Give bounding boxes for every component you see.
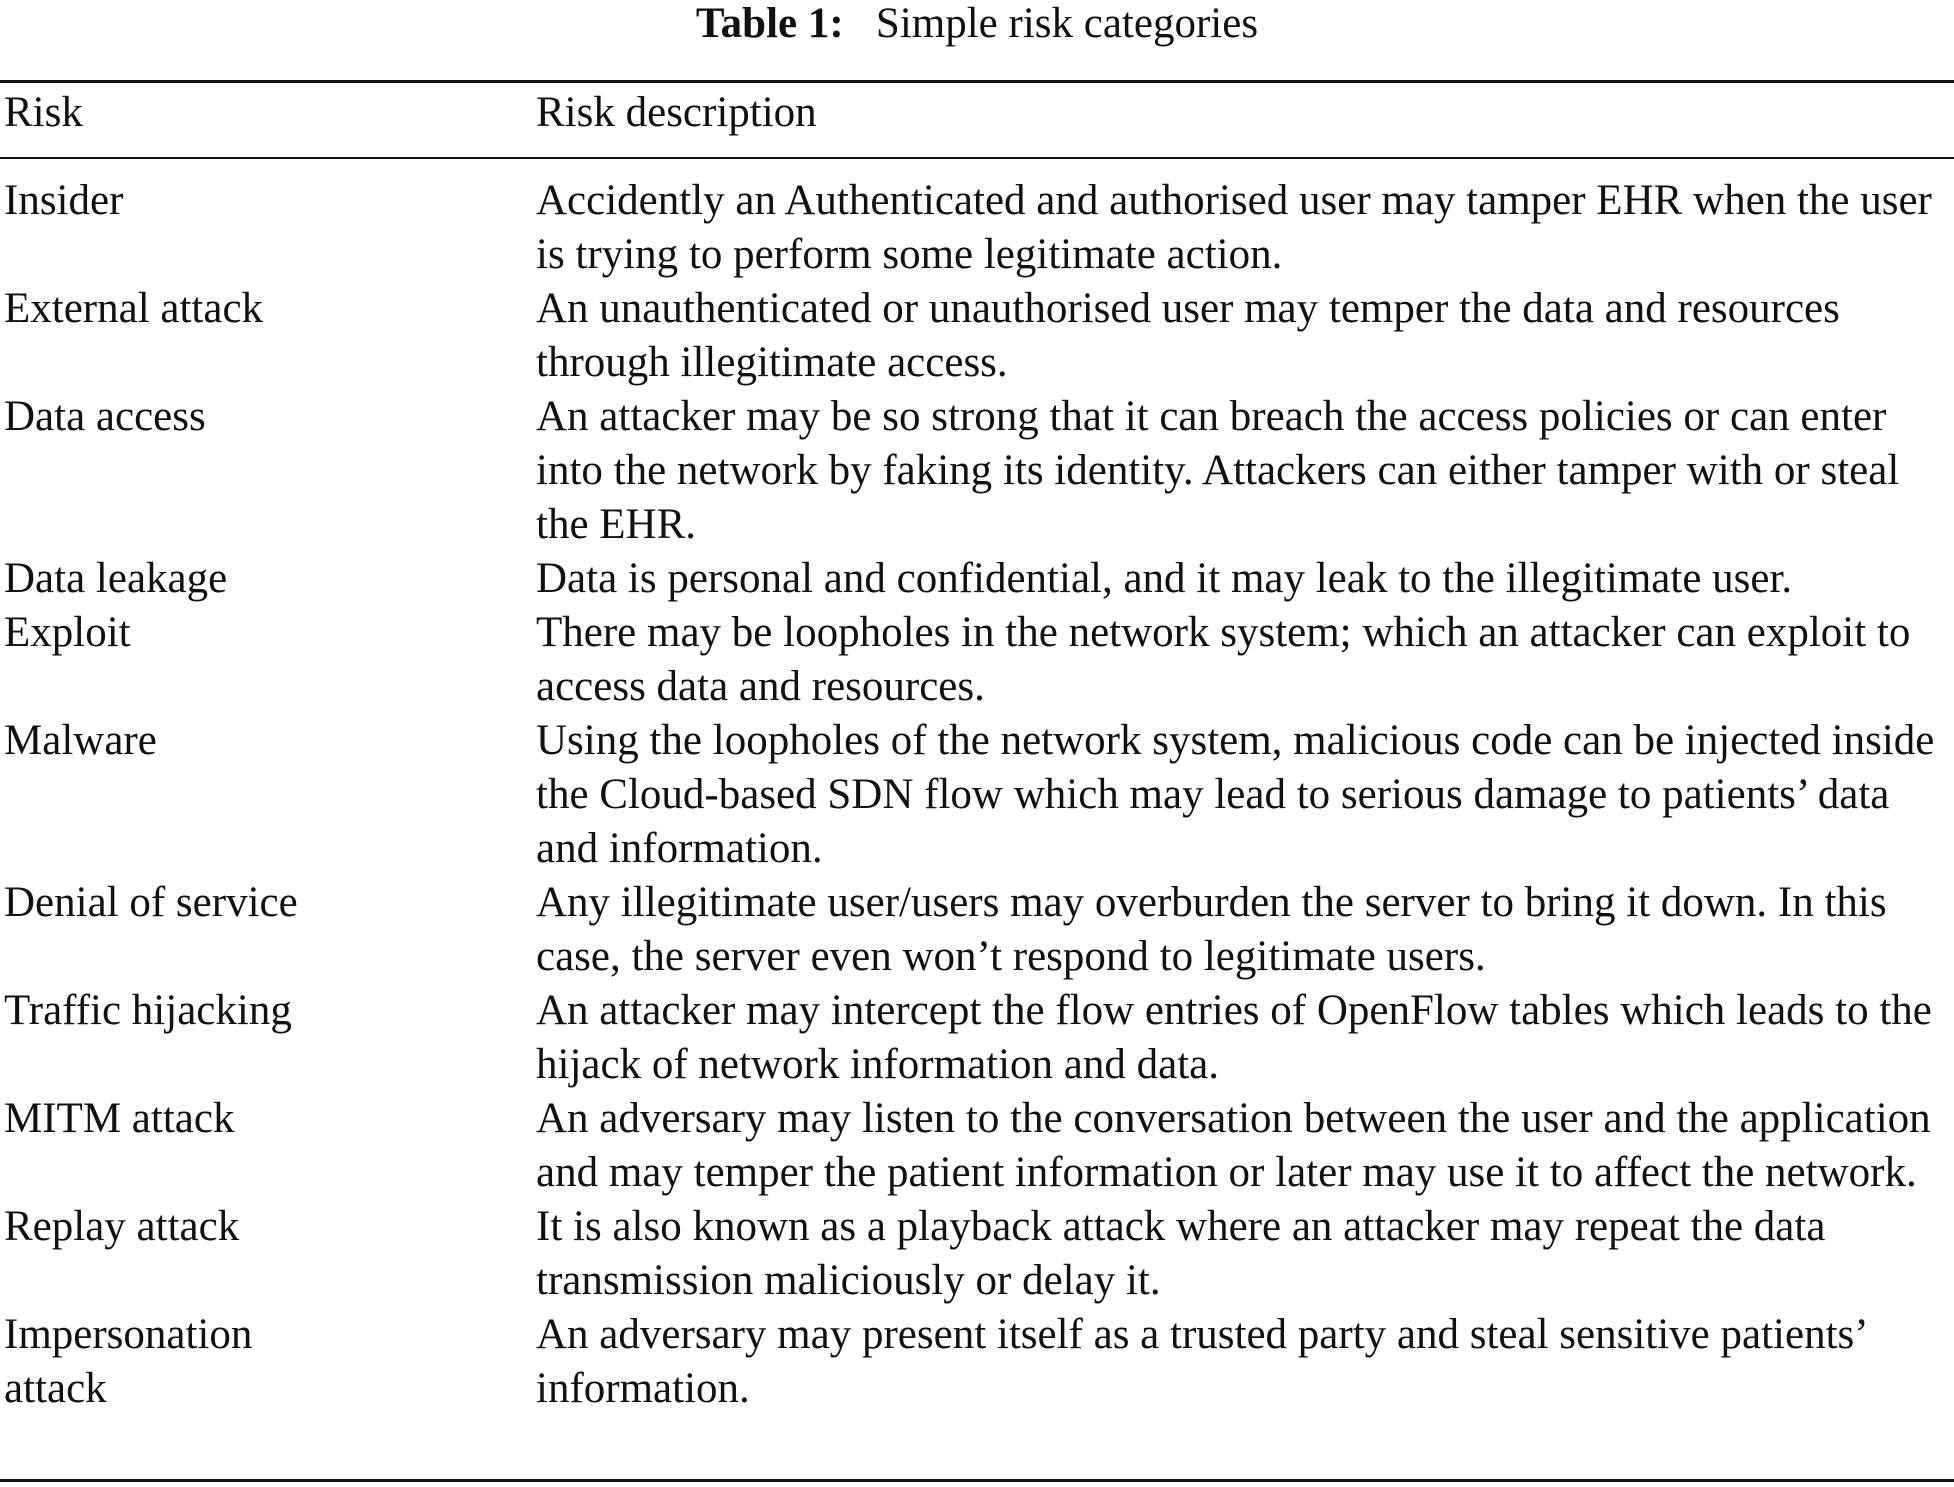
table-caption (0, 0, 1954, 48)
table-row (0, 1308, 1954, 1416)
table-header-row (0, 86, 1954, 146)
table-row (0, 174, 1954, 282)
table-row (0, 984, 1954, 1092)
table-header-rule (0, 157, 1954, 159)
table-top-rule (0, 80, 1954, 83)
risk-cell: Insider (4, 177, 124, 224)
risk-cell: Data access (4, 393, 206, 440)
risk-cell: External attack (4, 285, 264, 332)
risk-cell: Denial of service (4, 879, 298, 926)
risk-cell: MITM attack (4, 1095, 235, 1142)
table-row (0, 1092, 1954, 1200)
risk-description-cell: There may be loopholes in the network system; which an attacker can exploit to access data and resources. (536, 609, 1911, 710)
table-row (0, 876, 1954, 984)
risk-description-cell: Data is personal and confidential, and it may leak to the illegitimate user. (536, 555, 1793, 602)
table-row (0, 606, 1954, 714)
risk-cell: Data leakage (4, 555, 228, 602)
risk-description-cell: Accidently an Authenticated and authorised user may tamper EHR when the user is trying to perform some legitimate action. (536, 177, 1932, 278)
table-row (0, 282, 1954, 390)
table-body (0, 174, 1954, 1416)
table-bottom-rule (0, 1479, 1954, 1482)
risk-cell: Traffic hijacking (4, 987, 292, 1034)
risk-cell: Replay attack (4, 1203, 240, 1250)
risk-description-cell: An unauthenticated or unauthorised user may temper the data and resources through illegitimate access. (536, 285, 1840, 386)
risk-cell: Impersonation attack (4, 1311, 253, 1412)
table-row (0, 1200, 1954, 1308)
risk-description-cell: An attacker may intercept the flow entries of OpenFlow tables which leads to the hijack of network information and data. (536, 987, 1932, 1088)
header-risk-description: Risk description (536, 89, 817, 136)
risk-cell: Exploit (4, 609, 131, 656)
table-row (0, 552, 1954, 606)
risk-description-cell: It is also known as a playback attack where an attacker may repeat the data transmission maliciously or delay it. (536, 1203, 1826, 1304)
risk-description-cell: Using the loopholes of the network system, malicious code can be injected inside the Cloud-based SDN flow which may lead to serious damage to patients’ data and information. (536, 717, 1935, 872)
table-row (0, 390, 1954, 552)
table-caption-text: Simple risk categories (875, 0, 1259, 47)
risk-cell: Malware (4, 717, 157, 764)
table-caption-label: Table 1: (695, 0, 844, 47)
header-risk: Risk (4, 89, 83, 136)
risk-description-cell: An adversary may listen to the conversation between the user and the application and may temper the patient information or later may use it to affect the network. (536, 1095, 1931, 1196)
risk-description-cell: An attacker may be so strong that it can breach the access policies or can enter into the network by faking its identity. Attackers can either tamper with or steal the EHR. (536, 393, 1900, 548)
risk-description-cell: Any illegitimate user/users may overburden the server to bring it down. In this case, the server even won’t respond to legitimate users. (536, 879, 1887, 980)
risk-description-cell: An adversary may present itself as a trusted party and steal sensitive patients’ information. (536, 1311, 1866, 1412)
table-row (0, 714, 1954, 876)
